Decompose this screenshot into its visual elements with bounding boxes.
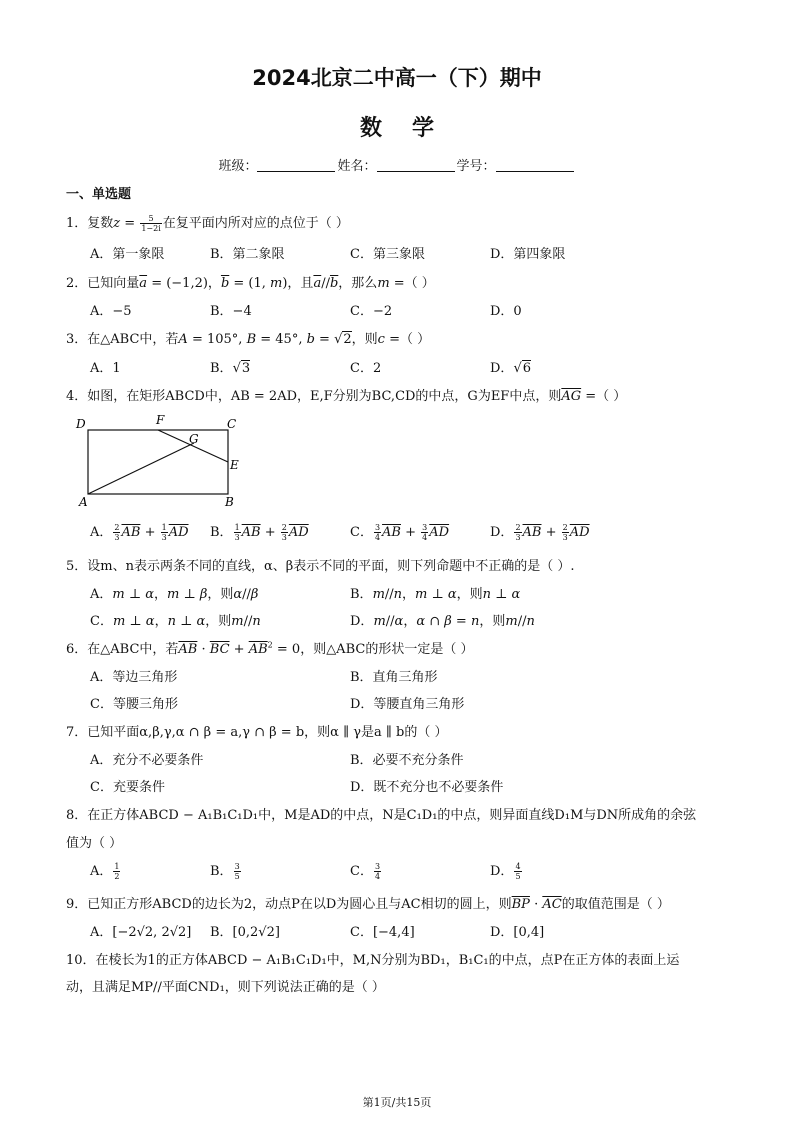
option-d-label: D． — [490, 361, 514, 376]
option-d[interactable]: D．既不充分也不必要条件 — [350, 780, 504, 795]
id-field[interactable] — [496, 159, 574, 172]
option-a[interactable]: A． $\frac{1}{2}$ — [90, 862, 120, 881]
question-stem: 在棱长为1的正方体ABCD − A₁B₁C₁D₁中，M,N分别为BD₁，B₁C₁的中点，点P在正方体的表面上运 — [95, 953, 680, 968]
option-d[interactable]: D．0 — [490, 304, 522, 319]
option-a[interactable]: A．充分不必要条件 — [90, 753, 204, 768]
option-d[interactable]: D．等腰直角三角形 — [350, 697, 465, 712]
question-stem: 设m、n表示两条不同的直线，α、β表示不同的平面，则下列命题中不正确的是（ ）. — [87, 559, 575, 574]
question-stem: 已知向量 — [87, 276, 140, 291]
option-d[interactable]: D．m//α，α ∩ β = n，则m//n — [350, 614, 535, 629]
option-b[interactable]: B． $\frac{3}{5}$ — [210, 862, 240, 881]
option-b[interactable]: B． $\frac{1}{3}$ $\overline{AB}$ + $\frac{2}{3}$ $\overline{AD}$ — [210, 523, 309, 542]
label-f: F — [156, 413, 165, 427]
question-10-cont: 动，且满足MP//平面CND₁，则下列说法正确的是（ ） — [66, 980, 385, 995]
question-4: 4．如图，在矩形ABCD中，AB = 2AD，E,F分别为BC,CD的中点，G为EF中点，则$\overline{AG}$ =（ ） — [66, 389, 627, 404]
question-stem: 在△ABC中，若 — [87, 332, 179, 347]
option-c[interactable]: C．等腰三角形 — [90, 697, 178, 712]
option-c[interactable]: C．[−4,4] — [350, 925, 415, 940]
option-d[interactable]: D．[0,4] — [490, 925, 545, 940]
question-number: 3． — [66, 332, 88, 347]
label-c: C — [227, 417, 237, 431]
section-title: 一、单选题 — [66, 187, 132, 202]
question-number: 4． — [66, 389, 88, 404]
option-c[interactable]: C．第三象限 — [350, 247, 425, 262]
option-b-label: B． — [210, 361, 233, 376]
subject-title: 数学 — [359, 116, 464, 141]
segment-ag — [88, 443, 194, 494]
class-label: 班级： — [218, 159, 258, 174]
id-label: 学号： — [456, 159, 496, 174]
option-b[interactable]: B．直角三角形 — [350, 670, 438, 685]
option-a[interactable]: A．等边三角形 — [90, 670, 178, 685]
option-a[interactable]: A．[−2√2, 2√2] — [90, 925, 192, 940]
question-2: 2．已知向量$\overline{a} = (-1,2)$，$\overline{b} = (1$, m)，且$\overline{a}//\overline{b}$，那么m =（ ） — [66, 276, 435, 291]
question-10 — [66, 949, 679, 968]
option-d[interactable]: D．√6 — [490, 361, 532, 376]
option-d[interactable]: D．第四象限 — [490, 247, 566, 262]
question-stem: 已知正方形ABCD的边长为2，动点P在以D为圆心且与AC相切的圆上，则 — [87, 897, 512, 912]
option-d[interactable]: D． $\frac{2}{3}$ $\overline{AB}$ + $\frac{2}{3}$ $\overline{AD}$ — [490, 523, 590, 542]
label-g: G — [189, 432, 199, 446]
class-field[interactable] — [257, 159, 335, 172]
option-c[interactable]: C． $\frac{3}{4}$ — [350, 862, 381, 881]
name-field[interactable] — [377, 159, 455, 172]
question-number: 10． — [66, 953, 96, 968]
label-b: B — [225, 495, 234, 509]
page-footer: 第1页/共15页 — [362, 1096, 432, 1109]
rectangle-figure — [74, 412, 254, 512]
question-number: 8． — [66, 808, 88, 823]
option-a[interactable]: A．m ⊥ α，m ⊥ β，则α//β — [90, 587, 259, 602]
question-stem: 在△ABC中，若 — [87, 642, 179, 657]
question-number: 6． — [66, 642, 88, 657]
option-b[interactable]: B．[0,2√2] — [210, 925, 280, 940]
question-number: 1． — [66, 216, 88, 231]
option-c[interactable]: C．2 — [350, 361, 382, 376]
option-c[interactable]: C．充要条件 — [90, 780, 165, 795]
label-d: D — [76, 417, 86, 431]
question-stem-end: 的取值范围是（ ） — [561, 897, 670, 912]
question-6: 6．在△ABC中，若$\overline{AB} \cdot \overline{BC} + \overline{AB}^2 = 0$，则△ABC的形状一定是（ ） — [66, 640, 474, 657]
question-9: 9．已知正方形ABCD的边长为2，动点P在以D为圆心且与AC相切的圆上，则$\overline{BP} \cdot \overline{AC}$的取值范围是（ ） — [66, 897, 670, 912]
question-7 — [66, 721, 447, 740]
option-a[interactable]: A．第一象限 — [90, 247, 165, 262]
question-3: 3．在△ABC中，若A = 105°, B = 45°, b = √2，则c =（ ） — [66, 332, 431, 347]
label-e: E — [230, 458, 239, 472]
option-b[interactable]: B．−4 — [210, 304, 252, 319]
option-b[interactable]: B．必要不充分条件 — [350, 753, 464, 768]
question-number: 9． — [66, 897, 88, 912]
student-info — [0, 155, 794, 174]
question-stem: 复数 — [87, 216, 114, 231]
question-8 — [66, 804, 696, 823]
option-a[interactable]: A．−5 — [90, 304, 132, 319]
option-c[interactable]: C． $\frac{3}{4}$ $\overline{AB}$ + $\frac{3}{4}$ $\overline{AD}$ — [350, 523, 450, 542]
question-stem-end: ，则△ABC的形状一定是（ ） — [300, 642, 474, 657]
question-stem: 如图，在矩形ABCD中，AB = 2AD，E,F分别为BC,CD的中点，G为EF中点，则 — [87, 389, 562, 404]
name-label: 姓名： — [337, 159, 377, 174]
question-stem-end: ，则 — [351, 332, 378, 347]
option-c[interactable]: C．m ⊥ α，n ⊥ α，则m//n — [90, 614, 261, 629]
option-b[interactable]: B．√3 — [210, 361, 251, 376]
option-a[interactable]: A．1 — [90, 361, 121, 376]
question-stem: 在正方体ABCD − A₁B₁C₁D₁中，M是AD的中点，N是C₁D₁的中点，则异面直线D₁M与DN所成角的余弦 — [87, 808, 697, 823]
question-stem-end: 在复平面内所对应的点位于（ ） — [162, 216, 349, 231]
question-8-cont: 值为（ ） — [66, 836, 123, 851]
question-stem: 已知平面α,β,γ,α ∩ β = a,γ ∩ β = b，则α ∥ γ是a ∥ b的（ ） — [87, 725, 448, 740]
question-number: 5． — [66, 559, 88, 574]
question-number: 7． — [66, 725, 88, 740]
option-d[interactable]: D． $\frac{4}{5}$ — [490, 862, 521, 881]
option-a[interactable]: A． $\frac{2}{3}$ $\overline{AB}$ + $\frac{1}{3}$ $\overline{AD}$ — [90, 523, 189, 542]
question-5 — [66, 555, 575, 574]
label-a: A — [79, 495, 88, 509]
option-b[interactable]: B．第二象限 — [210, 247, 285, 262]
option-c[interactable]: C．−2 — [350, 304, 393, 319]
option-b[interactable]: B．m//n，m ⊥ α，则n ⊥ α — [350, 587, 521, 602]
question-stem-end: ，那么 — [338, 276, 378, 291]
question-1: 1．复数z = $\frac{5}{1-2i}$ 在复平面内所对应的点位于（ ） — [66, 214, 349, 233]
question-number: 2． — [66, 276, 88, 291]
page-title: 2024北京二中高一（下）期中 — [252, 66, 542, 90]
